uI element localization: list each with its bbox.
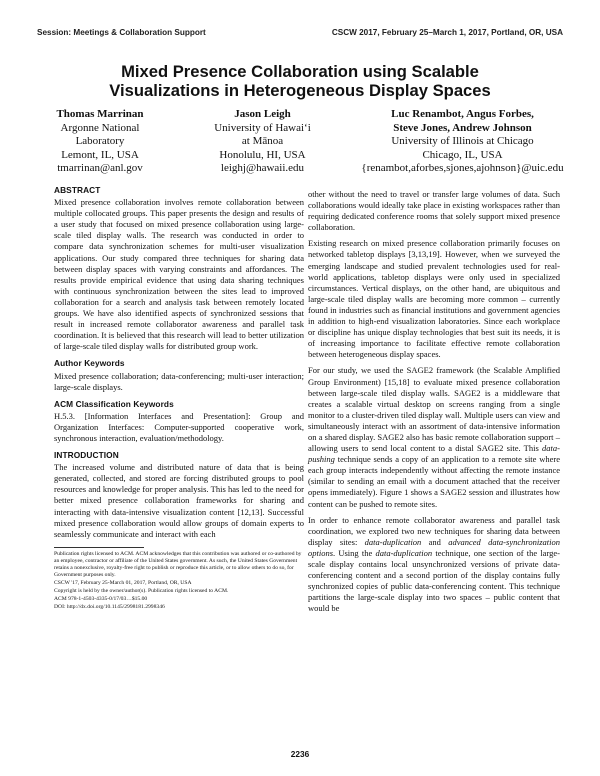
paper-title xyxy=(0,62,600,100)
right-column xyxy=(308,189,560,619)
left-column xyxy=(54,185,304,612)
keywords-heading: Author Keywords xyxy=(54,358,125,369)
acm-text: H.5.3. [Information Interfaces and Presentation]: Group and Organization Interfaces: Computer-supported cooperative work, synchronous interaction, evaluation/methodology. xyxy=(54,410,304,443)
author-leigh xyxy=(207,108,319,176)
text-run: and xyxy=(421,536,449,547)
copyright-line: Copyright is held by the owner/author(s). Publication rights licensed to ACM. xyxy=(54,587,229,594)
body-paragraph: other without the need to travel or transfer large volumes of data. Such collaborations would ideally take place in existing workspaces rather than requiring dedicated conference rooms that solely support mixed presence collaboration. xyxy=(308,189,560,233)
emphasis-term: data-duplication xyxy=(375,547,433,558)
emphasis-term: advanced data-synchronization options xyxy=(308,536,561,558)
author-affiliation: University of Illinois at Chicago xyxy=(391,135,534,147)
author-block xyxy=(45,108,564,176)
text-run: . Using the xyxy=(333,547,376,558)
conference-label: CSCW 2017, February 25–March 1, 2017, Portland, OR, USA xyxy=(331,28,563,37)
author-marrinan xyxy=(45,108,155,176)
author-affiliation: Argonne National xyxy=(60,121,140,134)
author-email: {renambot,aforbes,sjones,ajohnson}@uic.edu xyxy=(361,162,564,174)
abstract-text: Mixed presence collaboration involves remote collaboration between multiple collocated groups. This paper presents the design and results of a user study that focused on mixed presence collaboration using large-scale tiled display walls. The research was conducted in order to compare data synchronization schemes for multi-user visualization applications. Our study compared three techniques for sharing data between display spaces with varying constraints and affordances. The results provide empirical evidence that using data sharing techniques with continuous synchronization between the sites lead to improved collaboration for a search and analysis task between remotely located groups. We have also identified aspects of synchronized sessions that result in increased remote collaborator awareness and parallel task coordination. It is believed that this research will lead to better utilization of large-scale tiled display walls for distributed group work. xyxy=(54,197,304,352)
doi-link[interactable]: DOI: http://dx.doi.org/10.1145/2998181.2998346 xyxy=(54,603,165,610)
session-label: Session: Meetings & Collaboration Support xyxy=(37,28,206,37)
author-name: Jason Leigh xyxy=(234,108,291,120)
page-number: 2236 xyxy=(290,749,310,759)
author-names: Luc Renambot, Angus Forbes, xyxy=(391,108,534,120)
author-uic-group xyxy=(361,108,564,176)
author-affiliation: at Mānoa xyxy=(241,135,284,147)
introduction-heading: INTRODUCTION xyxy=(54,450,119,461)
title-line-2: Visualizations in Heterogeneous Display Spaces xyxy=(109,81,491,100)
body-paragraph-techniques xyxy=(308,515,560,615)
author-affiliation: Laboratory xyxy=(75,135,125,147)
running-header xyxy=(37,28,563,37)
acm-heading: ACM Classification Keywords xyxy=(54,398,174,409)
keywords-text: Mixed presence collaboration; data-conferencing; multi-user interaction; large-scale displays. xyxy=(54,370,304,392)
author-affiliation: University of Hawaiʻi xyxy=(214,121,311,134)
author-location: Honolulu, HI, USA xyxy=(219,148,306,161)
introduction-text: The increased volume and distributed nature of data that is being generated, collected, and stored are forcing distributed groups to pool resources and knowledge for proper analysis. This has led to the need for better mixed presence collaboration frameworks for sharing and interacting with data-intensive visualization content [12,13]. Successful mixed presence collaboration would allow groups of domain experts to seamlessly communicate and interact with each xyxy=(54,462,304,539)
emphasis-term: data-pushing xyxy=(308,443,560,465)
text-run: In order to enhance remote collaborator awareness and parallel task coordination, we explored two new techniques for sharing data between display sites: xyxy=(308,514,560,547)
body-paragraph: Existing research on mixed presence collaboration primarily focuses on networked tabletop displays [3,13,19]. However, when we surveyed the emerging landscape and studied prevalent technologies used for real-world applications, tabletop displays were only used in specialized circumstances. Vertical displays, on the other hand, are ubiquitous and large-scale tiled display walls are becoming more common – currently found in industries such as financial institutions and government agencies in addition to high-end visualization laboratories. Since each workplace or discipline has unique display technologies that best suit its needs, it is of increasing importance to facilitate effective remote collaboration between heterogeneous display spaces. xyxy=(308,238,560,360)
author-names: Steve Jones, Andrew Johnson xyxy=(393,121,532,134)
conference-citation: CSCW '17, February 25-March 01, 2017, Portland, OR, USA xyxy=(54,579,192,586)
author-email: leighj@hawaii.edu xyxy=(220,162,305,174)
abstract-heading: ABSTRACT xyxy=(54,185,101,195)
body-paragraph-sage2 xyxy=(308,365,560,509)
rights-notice: Publication rights licensed to ACM. ACM acknowledges that this contribution was authored or co-authored by an employee, contractor or affiliate of the United States government. As such, the United States Government retains a nonexclusive, royalty-free right to publish or reproduce this article, or to allow others to do so, for Government purposes only. xyxy=(54,550,302,578)
text-run: technique, one section of the large-scale display contains local unsynchronized versions of private data-conferencing content and a second portion of the display contains fully synchronized copies of public data-conferencing content. This technique partitions the large-scale display into two spaces – public content that would be xyxy=(308,547,560,614)
text-run: technique sends a copy of an application to a remote site where each group interacts independently without affecting the remote instance (similar to sending an email with a document attached that the receiver opens immediately). Figure 1 shows a SAGE2 session and illustrates how content can be pushed to remote sites. xyxy=(308,454,560,509)
author-location: Lemont, IL, USA xyxy=(61,148,139,161)
isbn-line: ACM 978-1-4503-4335-0/17/03…$15.00 xyxy=(54,595,148,602)
emphasis-term: data-duplication xyxy=(364,536,422,547)
footnote-rule xyxy=(54,547,144,548)
copyright-block xyxy=(54,551,304,611)
text-run: For our study, we used the SAGE2 framework (the Scalable Amplified Group Environment) [15,18] to evaluate mixed presence collaboration between large-scale tiled display walls. SAGE2 is a middleware that creates a scalable virtual desktop on screens ranging from a single monitor to a cluster-driven tiled display wall. Multiple users can view and simultaneously interact with an assortment of data-intensive information on a shared display. SAGE2 also has basic remote collaboration support – allowing users to send local content to a distal SAGE2 site. This xyxy=(308,365,560,454)
author-location: Chicago, IL, USA xyxy=(422,148,503,161)
title-line-1: Mixed Presence Collaboration using Scalable xyxy=(121,62,479,81)
author-email: tmarrinan@anl.gov xyxy=(57,162,143,174)
author-name: Thomas Marrinan xyxy=(56,108,144,120)
